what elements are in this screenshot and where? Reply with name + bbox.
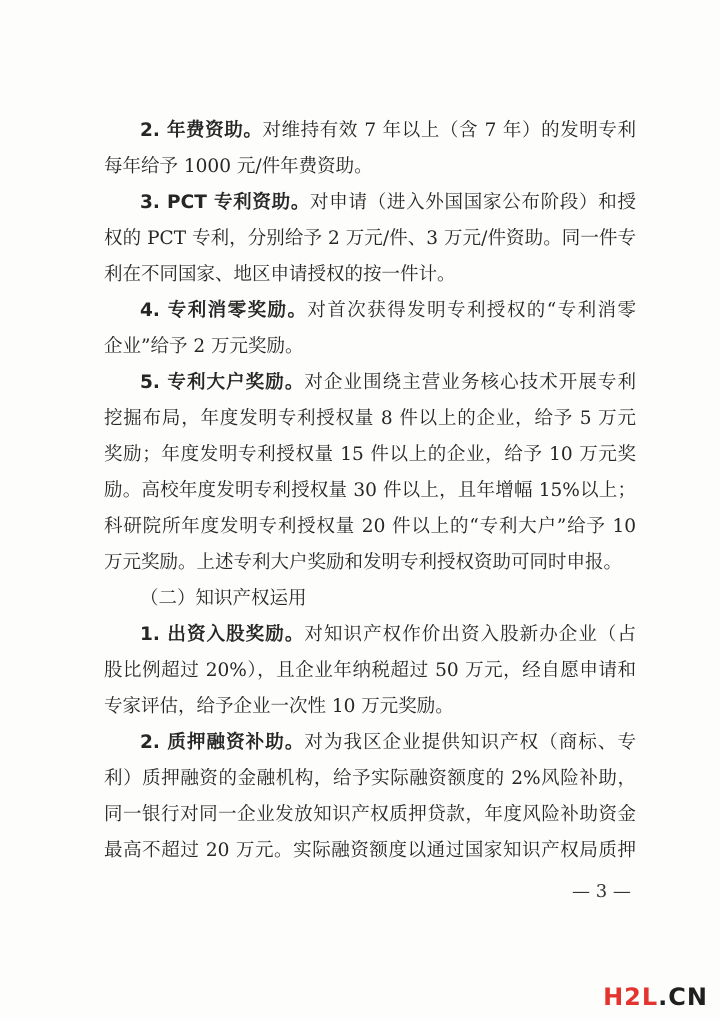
section-heading: （二）知识产权运用 xyxy=(140,588,307,609)
paragraph-line: 专家评估，给予企业一次性 10 万元奖励。 xyxy=(104,696,454,717)
paragraph-line: 利在不同国家、地区申请授权的按一件计。 xyxy=(104,264,456,285)
paragraph-line: 3. PCT 专利资助。对申请（进入外国国家公布阶段）和授 xyxy=(140,192,636,213)
item-heading: 5. 专利大户奖励。 xyxy=(140,372,305,393)
paragraph-line: 万元奖励。上述专利大户奖励和发明专利授权资助可同时申报。 xyxy=(104,552,623,573)
paragraph-line: 每年给予 1000 元/件年费资助。 xyxy=(104,156,373,177)
paragraph-line: 企业”给予 2 万元奖励。 xyxy=(104,336,304,357)
item-heading: 1. 出资入股奖励。 xyxy=(140,624,305,645)
watermark-part1: H2L xyxy=(603,983,659,1011)
watermark-part2: .CN xyxy=(658,983,708,1011)
item-heading: 2. 质押融资补助。 xyxy=(140,732,305,753)
paragraph-line: 奖励；年度发明专利授权量 15 件以上的企业，给予 10 万元奖 xyxy=(104,444,636,465)
paragraph-line: 2. 年费资助。对维持有效 7 年以上（含 7 年）的发明专利 xyxy=(140,120,636,141)
paragraph-line: 科研院所年度发明专利授权量 20 件以上的“专利大户”给予 10 xyxy=(104,516,636,537)
paragraph-line: 最高不超过 20 万元。实际融资额度以通过国家知识产权局质押 xyxy=(104,840,636,861)
watermark-logo xyxy=(603,983,708,1011)
item-heading: 4. 专利消零奖励。 xyxy=(140,300,308,321)
paragraph-line: 股比例超过 20%），且企业年纳税超过 50 万元，经自愿申请和 xyxy=(104,660,636,681)
item-heading: 2. 年费资助。 xyxy=(140,120,263,141)
paragraph-line: 同一银行对同一企业发放知识产权质押贷款，年度风险补助资金 xyxy=(104,804,636,825)
paragraph-line: 2. 质押融资补助。对为我区企业提供知识产权（商标、专 xyxy=(140,732,636,753)
paragraph-line: 5. 专利大户奖励。对企业围绕主营业务核心技术开展专利 xyxy=(140,372,636,393)
paragraph-line: 利）质押融资的金融机构，给予实际融资额度的 2%风险补助， xyxy=(104,768,636,789)
page-number: — 3 — xyxy=(572,881,631,902)
paragraph-line: 权的 PCT 专利，分别给予 2 万元/件、3 万元/件资助。同一件专 xyxy=(104,228,636,249)
paragraph-line: 4. 专利消零奖励。对首次获得发明专利授权的“专利消零 xyxy=(140,300,636,321)
paragraph-line: 励。高校年度发明专利授权量 30 件以上，且年增幅 15%以上； xyxy=(104,480,636,501)
item-heading: 3. PCT 专利资助。 xyxy=(140,192,311,213)
paragraph-line: 1. 出资入股奖励。对知识产权作价出资入股新办企业（占 xyxy=(140,624,636,645)
paragraph-line: 挖掘布局，年度发明专利授权量 8 件以上的企业，给予 5 万元 xyxy=(104,408,636,429)
